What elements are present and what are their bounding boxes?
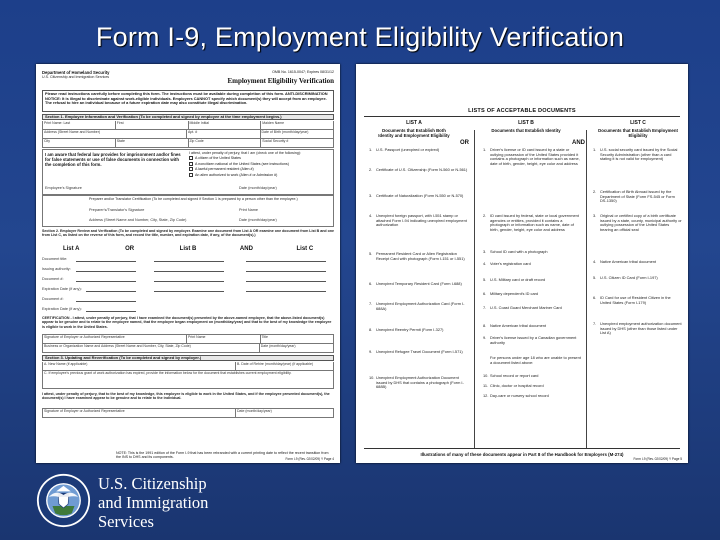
form-agency (42, 70, 162, 79)
document-item (593, 295, 682, 305)
item-number: 5. (369, 251, 373, 256)
document-item (369, 281, 468, 287)
section3-date: Date (month/day/year) (237, 409, 272, 413)
or-separator: OR (460, 140, 469, 146)
attestation-box (42, 149, 334, 195)
list-c-sub: Documents that Establish Employment Eligibility (598, 128, 678, 138)
lists-header (42, 246, 334, 252)
document-item (483, 393, 582, 399)
form-header (42, 70, 334, 88)
agency-line-2: U.S. Citizenship and Immigration Services (42, 75, 110, 79)
item-number: 11. (483, 383, 489, 388)
employee-signature-label: Employee's Signature (45, 186, 82, 190)
lists-footer: Illustrations of many of these documents appear in Part 8 of the Handbook for Employers (M-274) (420, 452, 624, 457)
doc-number-line-b[interactable] (154, 281, 224, 282)
list-c-column (596, 120, 680, 138)
item-number: 7. (483, 305, 487, 310)
attest-option-label: A noncitizen national of the United States (see instructions) (195, 161, 289, 166)
field-first-name: First (116, 121, 189, 129)
omb-number: OMB No. 1615-0047; Expires 08/31/12 (272, 70, 334, 74)
lists-page (356, 64, 688, 463)
item-text: U.S. Citizen ID Card (Form I-197) (600, 275, 658, 280)
field-dob: Date of Birth (month/day/year) (261, 130, 309, 134)
instructions-box: Please read instructions carefully before completing this form. The instructions must be available during completion of this form. ANTI-DISCRIMINATION NOTICE: It is illegal to discriminate against work-eligible individuals. Employers CANNOT specify which document(s) they will accept from an employee. The refusal to hire an individual because of a future expiration date may also constitute illegal discrimination. (42, 90, 334, 112)
item-text: Original or certified copy of a birth certificate issued by a state, county, municipal authority or outlying possession of the United States bearing an official seal (600, 213, 682, 232)
doc-field-label: Document #: (42, 277, 64, 281)
item-number: 7. (369, 301, 373, 306)
employer-row (43, 335, 333, 344)
item-text: Unexpired foreign passport, with I-551 stamp or attached Form I-94 indicating unexpired employment authorization (376, 213, 467, 228)
attestation-options (189, 151, 333, 177)
field-ssn: Social Security # (262, 139, 289, 143)
and-separator: AND (572, 140, 585, 146)
item-number: 5. (593, 275, 597, 280)
issuing-line-b[interactable] (154, 271, 224, 272)
attest-option[interactable] (189, 172, 333, 178)
item-number: 6. (369, 281, 373, 286)
document-item (483, 147, 582, 166)
item-number: 4. (369, 213, 373, 218)
document-item (369, 349, 468, 355)
item-number: 4. (483, 261, 487, 266)
document-item (483, 261, 582, 267)
doc-number-line[interactable] (76, 281, 136, 282)
document-item (593, 213, 682, 232)
employer-signature: Signature of Employer or Authorized Representative (43, 335, 187, 343)
employer-date: Date (month/day/year) (260, 344, 296, 348)
divider (474, 130, 475, 448)
expiration-line-2[interactable] (86, 311, 136, 312)
document-item (483, 335, 582, 345)
lists-title: LISTS OF ACCEPTABLE DOCUMENTS (468, 108, 576, 114)
item-number: 4. (593, 259, 597, 264)
item-text: Driver's license issued by a Canadian government authority (490, 335, 577, 345)
employer-row (43, 344, 333, 353)
field-state: State (116, 139, 189, 147)
field-city: City (43, 139, 116, 147)
item-text: Permanent Resident Card or Alien Registration Receipt Card with photograph (Form I-151 or I-551) (376, 251, 465, 261)
item-text: Unexpired Reentry Permit (Form I-327) (376, 327, 444, 332)
field-address: Address (Street Name and Number) (43, 130, 187, 138)
doc-field-label: Document title: (42, 257, 68, 261)
item-text: U.S. social security card issued by the Social Security Administration (other than a card stating it is not valid for employment) (600, 147, 678, 162)
doc-number-line-2[interactable] (76, 301, 136, 302)
attest-intro: I attest, under penalty of perjury, that I am (check one of the following): (189, 151, 301, 155)
preparer-date: Date (month/day/year) (239, 218, 277, 222)
document-item (490, 356, 582, 365)
item-number: 3. (369, 193, 373, 198)
expiration-line-c[interactable] (246, 291, 326, 292)
document-item (593, 259, 682, 265)
employee-date-label: Date (month/day/year) (239, 186, 277, 190)
list-b-column (484, 120, 568, 133)
doc-title-line-b[interactable] (154, 261, 224, 262)
section1-row (43, 130, 333, 139)
item-text: Unexpired Employment Authorization Card (Form I-688A) (376, 301, 465, 311)
preparer-print-name: Print Name (239, 208, 258, 212)
form-title: Employment Eligibility Verification (227, 77, 334, 85)
item-text: School ID card with a photograph (490, 249, 548, 254)
preparer-cert: Preparer and/or Translator Certification (To be completed and signed if Section 1 is prepared by a person other than the employee.) (89, 197, 298, 201)
dhs-seal-icon (36, 473, 91, 528)
slide-title: Form I-9, Employment Eligibility Verification (95, 22, 625, 52)
section3-signature: Signature of Employer or Authorized Representative (43, 409, 236, 417)
section3-bar: Section 3. Updating and Reverification (To be completed and signed by employer.) (42, 355, 334, 361)
employer-title: Title (261, 335, 268, 339)
item-text: Certificate of U.S. Citizenship (Form N-560 or N-561) (376, 167, 468, 172)
section2-bar: Section 2. Employer Review and Verification (To be completed and signed by employer. Examine one document from List A OR examine one document from List B and one from List C, as listed on the reverse of this form, and record the title, number, and expiration date, if any, of the document(s).) (42, 229, 335, 238)
item-text: U.S. Passport (unexpired or expired) (376, 147, 440, 152)
item-number: 2. (593, 189, 597, 194)
document-item (369, 301, 468, 311)
item-number: 8. (483, 323, 487, 328)
item-text: ID card issued by federal, state or local government agencies or entities, provided it contains a photograph or information such as name, date of birth, gender, height, eye color and address (490, 213, 579, 232)
attest-option-label: A citizen of the United States (195, 156, 241, 161)
section3-grid (42, 362, 334, 389)
section3-sign-row (43, 409, 333, 418)
list-c-label: List C (296, 246, 314, 252)
item-number: 10. (483, 373, 489, 378)
item-text: Unexpired Employment Authorization Document issued by DHS that contains a photograph (Form I-688B) (376, 375, 464, 390)
item-number: 2. (483, 213, 487, 218)
list-a-head: LIST A (406, 120, 422, 126)
item-text: ID Card for use of Resident Citizen in the United States (Form I-179) (600, 295, 671, 305)
certification-text: CERTIFICATION - I attest, under penalty of perjury, that I have examined the document(s) presented by the above-named employee, that the above-listed document(s) appear to be genuine and to relate to the employee named, that the employee began employment on (month/day/year) and that to the best of my knowledge the employee is eligible to work in the United States. (42, 316, 332, 329)
item-number: 6. (593, 295, 597, 300)
doc-field-label: Issuing authority: (42, 267, 71, 271)
agency-line-1-text: U.S. Citizenship (98, 474, 207, 493)
issuing-line[interactable] (76, 271, 136, 272)
list-a-label: List A (62, 246, 80, 252)
item-text: Certification of Birth Abroad issued by the Department of State (Form FS-545 or Form DS-1350) (600, 189, 675, 204)
item-text: Certificate of Naturalization (Form N-550 or N-570) (376, 193, 464, 198)
attest-option-label: An alien authorized to work (Alien # or Admission #) (195, 172, 278, 177)
preparer-signature-label: Preparer's/Translator's Signature (89, 208, 145, 212)
document-item (369, 193, 468, 199)
issuing-line-c[interactable] (246, 271, 326, 272)
document-item (483, 323, 582, 329)
and-label: AND (239, 246, 253, 252)
document-item (593, 189, 682, 204)
section3-attest: I attest, under penalty of perjury, that to the best of my knowledge, this employee is eligible to work in the United States, and if the employee presented document(s), the document(s) I have examined appear to be genuine and to relate to the individual. (42, 392, 330, 401)
checkbox[interactable] (189, 156, 193, 160)
list-c-head: LIST C (630, 120, 646, 126)
item-number: 3. (483, 249, 487, 254)
attest-option-label: A lawful permanent resident (Alien #) (195, 167, 254, 172)
checkbox[interactable] (189, 173, 193, 177)
divider (586, 130, 587, 448)
doc-field-label: Expiration Date (if any): (42, 287, 82, 291)
employer-print-name: Print Name (187, 335, 261, 343)
lists-page-footer: Form I-9 (Rev. 02/02/09) Y Page 5 (633, 457, 682, 461)
document-item (483, 305, 582, 311)
document-item (483, 277, 582, 283)
item-text: Native American tribal document (490, 323, 547, 328)
doc-field-label: Expiration Date (if any): (42, 307, 82, 311)
field-last-name: Print Name: Last (43, 121, 116, 129)
attestation-text: I am aware that federal law provides for imprisonment and/or fines for false statements or use of false documents in connection with the completion of this form. (45, 152, 181, 168)
item-text: Unexpired employment authorization document issued by DHS (other than those listed under List A) (600, 321, 682, 336)
form-page-footer: Form I-9 (Rev. 02/02/09) Y Page 4 (285, 457, 334, 461)
rehire-date: B. Date of Rehire (month/day/year) (if applicable) (237, 362, 314, 366)
form-i9-page (36, 64, 340, 463)
item-text: For persons under age 18 who are unable to present a document listed above: (490, 355, 581, 365)
or-label: OR (125, 246, 135, 252)
section1-row (43, 121, 333, 130)
form-note: NOTE: This is the 1991 edition of the Form I-9 that has been rebranded with a current printing date to reflect the recent transition from the INS to DHS and its components. (116, 450, 329, 459)
agency-line-3-text: Services (98, 512, 154, 531)
document-item (369, 375, 468, 390)
expiration-line-b[interactable] (154, 291, 224, 292)
doc-number-line-c[interactable] (246, 281, 326, 282)
item-number: 6. (483, 291, 487, 296)
item-number: 5. (483, 277, 487, 282)
item-number: 1. (369, 147, 373, 152)
list-a-sub: Documents that Establish Both Identity and Employment Eligibility (378, 128, 450, 138)
list-a-column (374, 120, 454, 138)
list-b-sub: Documents that Establish Identity (491, 128, 561, 133)
section1-grid (42, 121, 334, 148)
checkbox[interactable] (189, 162, 193, 166)
new-name: A. New Name (if applicable) (43, 362, 236, 370)
agency-line-1: Department of Homeland Security (42, 70, 110, 75)
document-item (483, 373, 582, 379)
doc-title-line-c[interactable] (246, 261, 326, 262)
document-item (369, 213, 468, 228)
document-item (369, 251, 468, 261)
item-number: 1. (483, 147, 487, 152)
item-text: Unexpired Temporary Resident Card (Form I-688) (376, 281, 462, 286)
item-number: 9. (483, 335, 487, 340)
field-middle-initial: Middle Initial (189, 121, 262, 129)
document-item (593, 147, 682, 162)
document-item (483, 291, 582, 297)
preparer-address: Address (Street Name and Number, City, State, Zip Code) (89, 218, 187, 222)
item-text: Native American tribal document (600, 259, 657, 264)
item-number: 7. (593, 321, 597, 326)
field-maiden-name: Maiden Name (262, 121, 285, 125)
item-text: U.S. Military card or draft record (490, 277, 546, 282)
item-number: 1. (593, 147, 597, 152)
item-number: 8. (369, 327, 373, 332)
document-item (369, 167, 468, 173)
document-item (593, 321, 682, 336)
item-number: 3. (593, 213, 597, 218)
item-text: Unexpired Refugee Travel Document (Form I-571) (376, 349, 463, 354)
document-item (369, 147, 468, 153)
item-text: School record or report card (490, 373, 539, 378)
document-item (483, 249, 582, 255)
doc-field-label: Document #: (42, 297, 64, 301)
item-text: Driver's license or ID card issued by a state or outlying possession of the United States provided it contains a photograph or information such as name, date of birth, gender, height, eye color and address (490, 147, 580, 166)
section3-sign-grid (42, 408, 334, 418)
doc-title-line[interactable] (76, 261, 136, 262)
business-address: Business or Organization Name and Address (Street Name and Number, City, State, Zip Code) (43, 344, 260, 352)
reverification: C. If employee's previous grant of work authorization has expired, provide the information below for the document that establishes current employment eligibility. (44, 371, 292, 375)
item-text: U.S. Coast Guard Merchant Mariner Card (490, 305, 562, 310)
section3-row (43, 362, 333, 371)
employer-grid (42, 334, 334, 353)
footer-rule (364, 448, 680, 449)
item-number: 12. (483, 393, 489, 398)
item-text: Clinic, doctor or hospital record (490, 383, 544, 388)
field-apt: Apt. # (187, 130, 261, 138)
item-text: Day-care or nursery school record (490, 393, 549, 398)
document-item (593, 275, 682, 281)
section1-row (43, 139, 333, 148)
list-b-head: LIST B (518, 120, 534, 126)
section3-row (43, 371, 333, 389)
title-rule (364, 116, 680, 117)
item-number: 10. (369, 375, 375, 380)
document-item (483, 383, 582, 389)
document-item (483, 213, 582, 232)
field-zip: Zip Code (189, 139, 262, 147)
expiration-line[interactable] (86, 291, 136, 292)
checkbox[interactable] (189, 167, 193, 171)
item-text: Military dependent's ID card (490, 291, 539, 296)
section1-bar: Section 1. Employee Information and Verification (To be completed and signed by employee at the time employment begins.) (42, 114, 334, 120)
agency-line-2-text: and Immigration (98, 493, 209, 512)
document-item (369, 327, 468, 333)
item-number: 9. (369, 349, 373, 354)
list-b-label: List B (179, 246, 197, 252)
item-number: 2. (369, 167, 373, 172)
item-text: Voter's registration card (490, 261, 531, 266)
preparer-box (42, 195, 334, 227)
